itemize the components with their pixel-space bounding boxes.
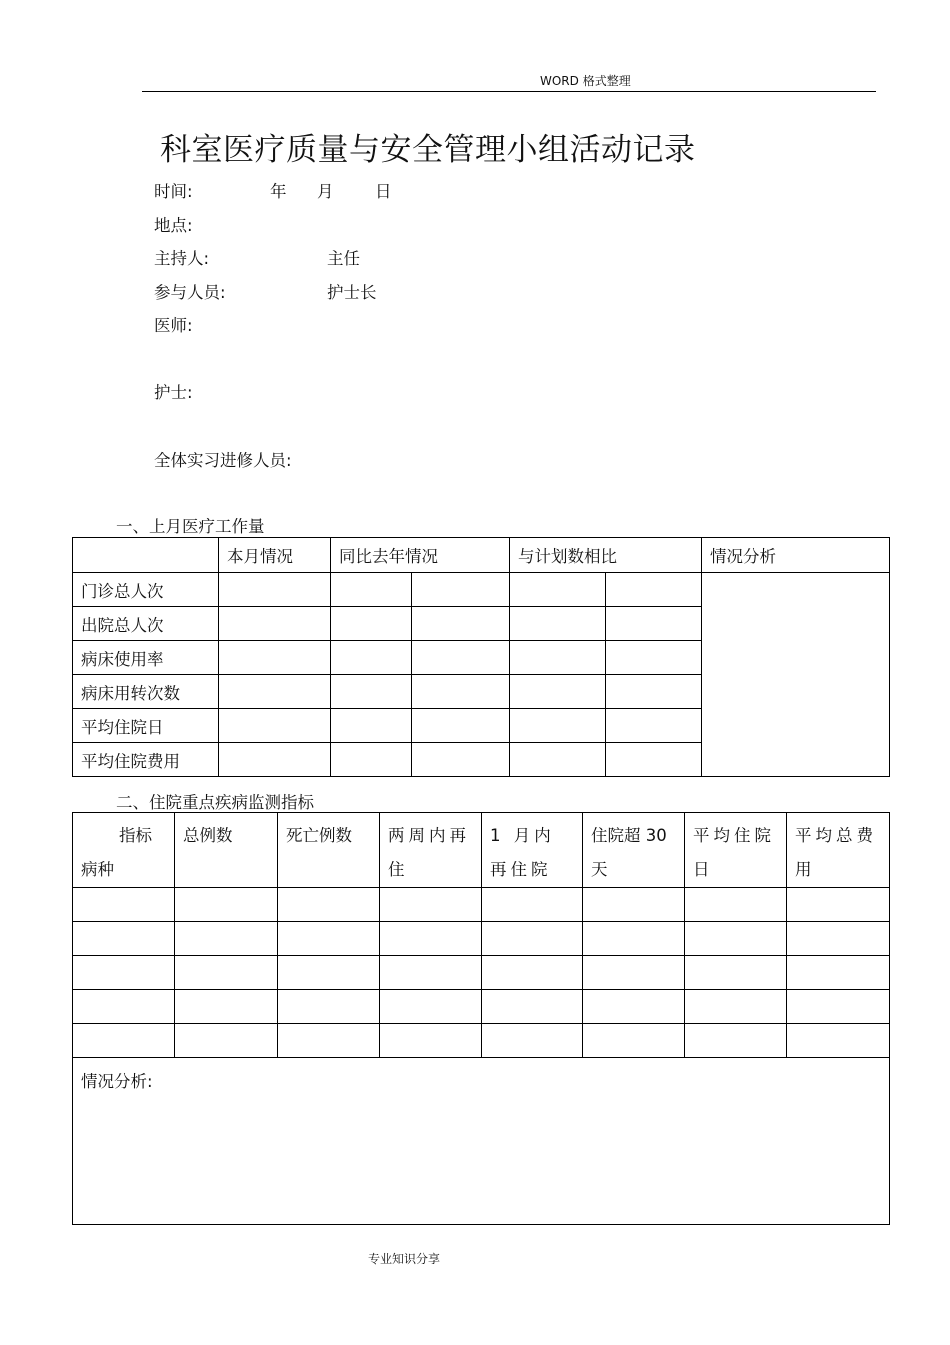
corner-bottom-label: 病种 (81, 860, 114, 879)
table-cell[interactable] (380, 990, 482, 1024)
table-cell[interactable] (606, 573, 702, 607)
table-cell[interactable] (606, 743, 702, 777)
table-cell[interactable] (685, 922, 787, 956)
table-cell[interactable] (175, 1024, 278, 1058)
table-cell[interactable] (412, 675, 510, 709)
table-cell[interactable] (606, 675, 702, 709)
table-cell[interactable] (331, 573, 412, 607)
column-header: 同比去年情况 (331, 538, 510, 573)
table-cell[interactable] (606, 641, 702, 675)
table-cell[interactable] (510, 709, 606, 743)
corner-cell (73, 813, 175, 888)
table-cell[interactable] (606, 709, 702, 743)
row-label: 门诊总人次 (73, 573, 219, 607)
analysis-row (73, 1058, 890, 1225)
year-label: 年 (270, 182, 287, 201)
row-label: 平均住院日 (73, 709, 219, 743)
analysis-cell[interactable] (702, 573, 890, 777)
column-header: 住院超 30 天 (583, 813, 685, 888)
table-cell[interactable] (331, 743, 412, 777)
table-cell[interactable] (510, 573, 606, 607)
table-cell[interactable] (219, 709, 331, 743)
table-cell[interactable] (510, 607, 606, 641)
place-label: 地点: (154, 216, 193, 235)
table-cell[interactable] (219, 675, 331, 709)
section2-title: 二、住院重点疾病监测指标 (116, 793, 314, 812)
table-cell[interactable] (510, 743, 606, 777)
participants-label: 参与人员: (154, 283, 226, 302)
table-cell[interactable] (73, 888, 175, 922)
column-header: 1 月内再住院 (482, 813, 583, 888)
table-cell[interactable] (278, 1024, 380, 1058)
table-cell[interactable] (175, 888, 278, 922)
trainees-label: 全体实习进修人员: (154, 451, 292, 470)
table-cell[interactable] (685, 990, 787, 1024)
table-cell[interactable] (510, 675, 606, 709)
analysis-box[interactable] (73, 1058, 890, 1225)
table-cell[interactable] (278, 888, 380, 922)
table-row (73, 888, 890, 922)
corner-cell (73, 538, 219, 573)
table-cell[interactable] (73, 990, 175, 1024)
table-cell[interactable] (787, 1024, 890, 1058)
table-cell[interactable] (482, 1024, 583, 1058)
table-cell[interactable] (787, 990, 890, 1024)
table-cell[interactable] (73, 956, 175, 990)
table-cell[interactable] (278, 990, 380, 1024)
disease-monitoring-table (72, 812, 890, 1225)
table-row (73, 990, 890, 1024)
table-cell[interactable] (583, 1024, 685, 1058)
corner-top-label: 指标 (119, 826, 152, 845)
table-cell[interactable] (331, 641, 412, 675)
table-cell[interactable] (380, 922, 482, 956)
table-cell[interactable] (219, 607, 331, 641)
table-cell[interactable] (73, 922, 175, 956)
page-header-text: WORD 格式整理 (540, 74, 631, 88)
row-label: 平均住院费用 (73, 743, 219, 777)
column-header: 本月情况 (219, 538, 331, 573)
section1-title: 一、上月医疗工作量 (116, 517, 265, 536)
table-cell[interactable] (412, 641, 510, 675)
table-cell[interactable] (583, 922, 685, 956)
nurse-label: 护士: (154, 383, 193, 402)
table-cell[interactable] (73, 1024, 175, 1058)
table-cell[interactable] (278, 956, 380, 990)
table-row (73, 956, 890, 990)
column-header: 死亡例数 (278, 813, 380, 888)
table-cell[interactable] (412, 573, 510, 607)
table-cell[interactable] (412, 743, 510, 777)
row-label: 出院总人次 (73, 607, 219, 641)
table-cell[interactable] (606, 607, 702, 641)
table-cell[interactable] (583, 956, 685, 990)
column-header: 总例数 (175, 813, 278, 888)
table-cell[interactable] (331, 709, 412, 743)
header-rule (142, 91, 876, 92)
table-cell[interactable] (219, 573, 331, 607)
row-label: 病床使用率 (73, 641, 219, 675)
column-header: 两周内再住 (380, 813, 482, 888)
table-cell[interactable] (482, 956, 583, 990)
table-cell[interactable] (482, 888, 583, 922)
table-cell[interactable] (175, 922, 278, 956)
table-cell[interactable] (380, 956, 482, 990)
table-cell[interactable] (482, 922, 583, 956)
table-row (73, 573, 890, 607)
table-cell[interactable] (219, 641, 331, 675)
table-cell[interactable] (412, 607, 510, 641)
table-cell[interactable] (787, 888, 890, 922)
table-cell[interactable] (412, 709, 510, 743)
participants-role: 护士长 (327, 283, 377, 302)
table-row (73, 1024, 890, 1058)
column-header: 与计划数相比 (510, 538, 702, 573)
table-header-row (73, 813, 890, 888)
table-cell[interactable] (583, 888, 685, 922)
doctor-label: 医师: (154, 316, 193, 335)
table-cell[interactable] (278, 922, 380, 956)
table-cell[interactable] (685, 956, 787, 990)
table-cell[interactable] (175, 956, 278, 990)
table-cell[interactable] (510, 641, 606, 675)
row-label: 病床用转次数 (73, 675, 219, 709)
column-header: 平均总费用 (787, 813, 890, 888)
table-cell[interactable] (380, 1024, 482, 1058)
table-cell[interactable] (175, 990, 278, 1024)
page-footer-text: 专业知识分享 (368, 1252, 441, 1266)
month-label: 月 (317, 182, 334, 201)
table-header-row (73, 538, 890, 573)
table-cell[interactable] (685, 888, 787, 922)
time-label: 时间: (154, 182, 193, 201)
table-row (73, 922, 890, 956)
column-header: 平均住院日 (685, 813, 787, 888)
workload-table (72, 537, 890, 777)
table-cell[interactable] (331, 607, 412, 641)
document-title: 科室医疗质量与安全管理小组活动记录 (160, 132, 696, 168)
table-cell[interactable] (685, 1024, 787, 1058)
host-role: 主任 (327, 249, 360, 268)
table-cell[interactable] (380, 888, 482, 922)
host-label: 主持人: (154, 249, 210, 268)
table-cell[interactable] (331, 675, 412, 709)
day-label: 日 (375, 182, 392, 201)
table-cell[interactable] (482, 990, 583, 1024)
column-header: 情况分析 (702, 538, 890, 573)
analysis-label: 情况分析: (81, 1072, 153, 1091)
table-cell[interactable] (583, 990, 685, 1024)
table-cell[interactable] (787, 922, 890, 956)
table-cell[interactable] (787, 956, 890, 990)
table-cell[interactable] (219, 743, 331, 777)
